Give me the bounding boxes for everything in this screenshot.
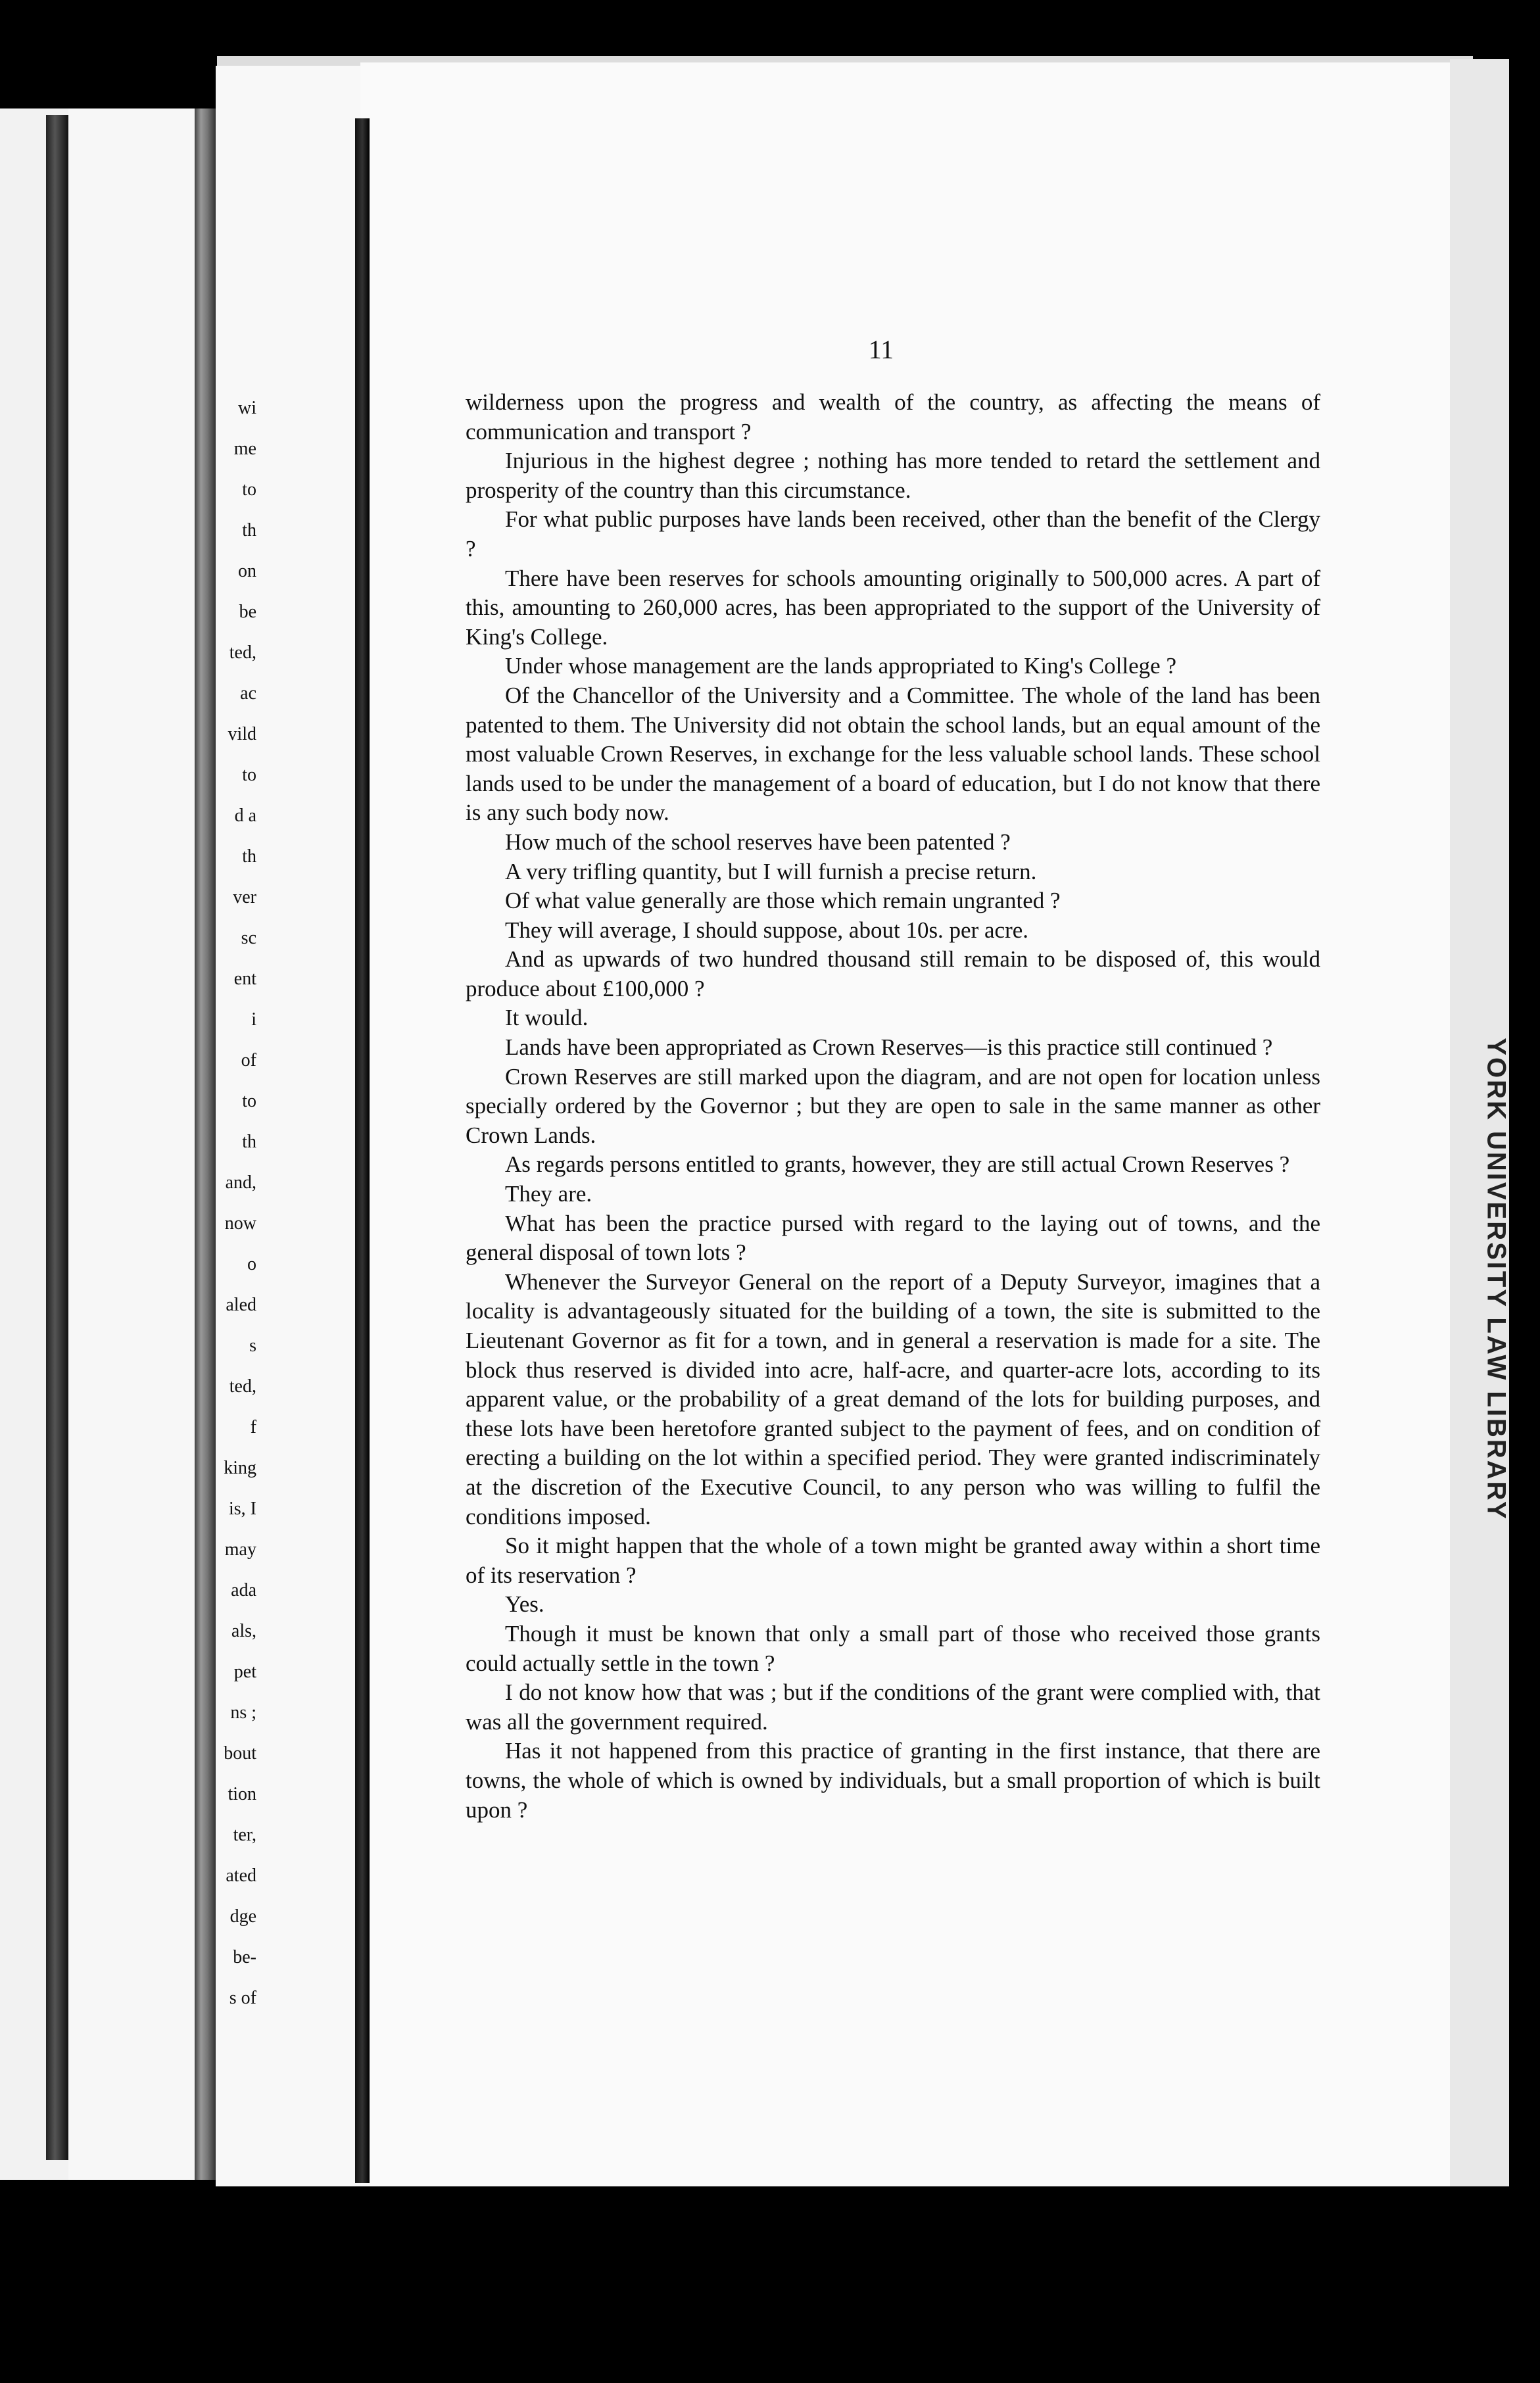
prev-fragment: ada (231, 1580, 256, 1601)
prev-fragment: be- (233, 1947, 256, 1967)
main-page-gutter (355, 118, 370, 2183)
prev-fragment: ent (233, 969, 256, 989)
paragraph: Injurious in the highest degree ; nothing has more tended to retard the settlement and prosperity of the country than this circumstance. (466, 448, 1320, 503)
prev-fragment: th (242, 846, 256, 867)
paragraph: It would. (505, 1005, 589, 1031)
paragraph: wilderness upon the progress and wealth of the country, as affecting the means of communication and transport ? (466, 389, 1320, 445)
paragraph: As regards persons entitled to grants, however, they are still actual Crown Reserves ? (505, 1151, 1290, 1178)
paragraph: Yes. (505, 1591, 544, 1618)
prev-fragment: s of (229, 1988, 256, 2008)
paragraph: Lands have been appropriated as Crown Reserves—is this practice still continued ? (505, 1034, 1273, 1061)
prev-fragment: th (242, 1132, 256, 1152)
prev-fragment: king (224, 1458, 256, 1478)
paragraph: How much of the school reserves have been patented ? (505, 829, 1011, 855)
prev-fragment: and, (225, 1172, 256, 1193)
prev-fragment: me (233, 439, 256, 459)
prev-fragment: dge (229, 1906, 256, 1927)
paragraph: Crown Reserves are still marked upon the diagram, and are not open for location unless specially ordered by the Governor ; but they are open to sale in the same manner as other Crown Lands. (466, 1063, 1320, 1148)
paragraph: And as upwards of two hundred thousand still remain to be disposed of, this would produce about £100,000 ? (466, 946, 1320, 1001)
paragraph: I do not know how that was ; but if the conditions of the grant were complied with, that was all the government required. (466, 1679, 1320, 1735)
prev-fragment: als, (231, 1621, 256, 1641)
prev-fragment: ac (240, 683, 256, 704)
prev-fragment: sc (241, 928, 256, 948)
paragraph: So it might happen that the whole of a town might be granted away within a short time of its reservation ? (466, 1533, 1320, 1588)
paragraph: There have been reserves for schools amounting originally to 500,000 acres. A part of this, amounting to 260,000 acres, has been appropriated to the support of the University of King's College. (466, 565, 1320, 650)
prev-fragment: i (251, 1009, 256, 1030)
prev-fragment: ver (233, 887, 256, 907)
prev-fragment: aled (226, 1295, 256, 1315)
paragraph: They will average, I should suppose, about 10s. per acre. (505, 917, 1029, 943)
paragraph: Whenever the Surveyor General on the report of a Deputy Surveyor, imagines that a locality is advantageously situated for the building of a town, the site is submitted to the Lieutenant Governor as fit for a town, and in general a reservation is made for a site. The block thus reserved is divided into acre, half-acre, and quarter-acre lots, according to its apparent value, or the probability of a great demand of the lots for building purposes, and these lots have been heretofore granted subject to the payment of fees, and on condition of erecting a building on the lot within a specified period. They were granted indiscriminately at the discretion of the Executive Council, to any person who was willing to fulfil the conditions imposed. (466, 1268, 1320, 1529)
paragraph: Has it not happened from this practice of granting in the first instance, that there are towns, the whole of which is owned by individuals, but a small proportion of which is built upon ? (466, 1738, 1320, 1823)
paragraph: Of what value generally are those which remain ungranted ? (505, 888, 1061, 914)
prev-fragment: s (249, 1336, 256, 1356)
prev-fragment: o (247, 1254, 256, 1274)
prev-fragment: to (242, 765, 256, 785)
prev-fragment: tion (228, 1784, 256, 1804)
prev-fragment: is, I (229, 1499, 256, 1519)
paragraph: Of the Chancellor of the University and a Committee. The whole of the land has been patented to them. The University did not obtain the school lands, but an equal amount of the most valuable Crown Reserves, in exchange for the less valuable school lands. These school lands used to be under the management of a board of education, but I do not know that there is any such body now. (466, 682, 1320, 826)
prev-fragment: to (242, 479, 256, 500)
prev-fragment: ted, (229, 1376, 256, 1397)
prev-fragment: th (242, 520, 256, 541)
scan-bottom-border (0, 2186, 1540, 2383)
paragraph: Under whose management are the lands appropriated to King's College ? (505, 653, 1176, 679)
paragraph: What has been the practice pursed with regard to the laying out of towns, and the general disposal of town lots ? (466, 1210, 1320, 1266)
prev-fragment: to (242, 1091, 256, 1111)
paragraph: A very trifling quantity, but I will furnish a precise return. (505, 858, 1037, 884)
text-column (466, 388, 1320, 1825)
previous-page-text (164, 388, 256, 2008)
prev-fragment: pet (233, 1662, 256, 1682)
prev-fragment: ns ; (230, 1702, 256, 1723)
prev-fragment: ted, (229, 642, 256, 663)
paragraph: For what public purposes have lands been received, other than the benefit of the Clergy ? (466, 506, 1320, 562)
prev-fragment: of (241, 1050, 256, 1071)
library-stamp (1480, 868, 1512, 1690)
prev-fragment: be (239, 602, 256, 622)
prev-fragment: on (238, 561, 256, 581)
paragraph: They are. (505, 1181, 592, 1207)
prev-fragment: vild (228, 724, 256, 744)
page-number: 11 (868, 335, 894, 364)
prev-fragment: bout (224, 1743, 256, 1764)
prev-fragment: ter, (233, 1825, 256, 1845)
prev-fragment: may (224, 1539, 256, 1560)
prev-fragment: f (250, 1417, 256, 1437)
prev-fragment: d a (234, 806, 256, 826)
prev-fragment: ated (226, 1865, 256, 1886)
prev-fragment: now (224, 1213, 256, 1234)
prev-fragment: wi (238, 398, 256, 418)
paragraph: Though it must be known that only a small part of those who received those grants could actually settle in the town ? (466, 1620, 1320, 1676)
under-spine (46, 115, 68, 2160)
library-stamp-text: YORK UNIVERSITY LAW LIBRARY (1481, 1037, 1511, 1521)
